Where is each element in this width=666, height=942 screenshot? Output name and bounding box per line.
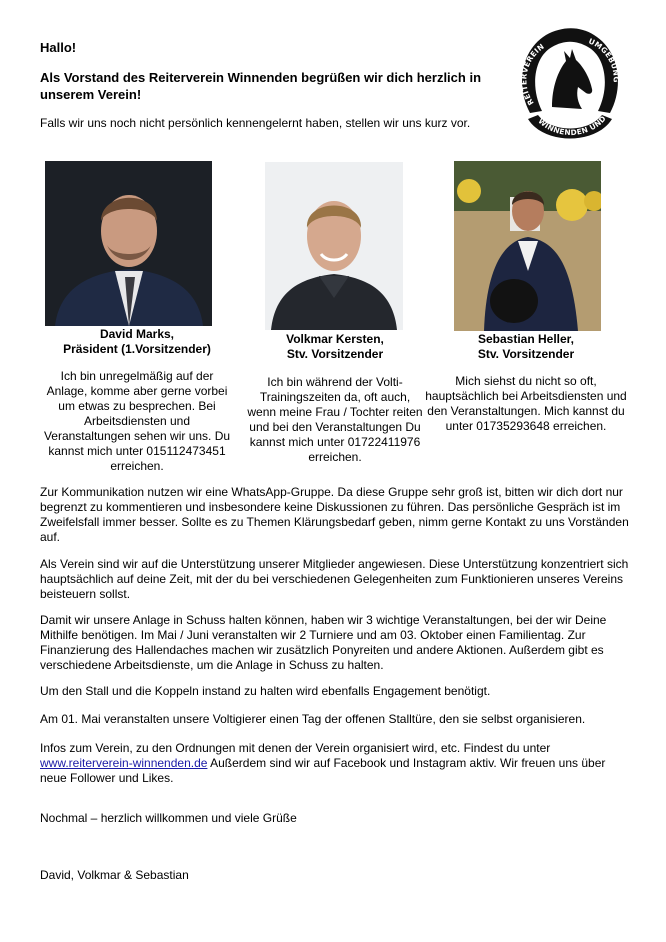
board-member-role: Präsident (1.Vorsitzender) bbox=[63, 342, 211, 356]
board-member-description: Ich bin unregelmäßig auf der Anlage, komme aber gerne vorbei um etwas zu besprechen. Bei Arbeitsdiensten und Veranstaltungen sehen wir uns. Du kannst mich unter 015112473451 erreichen. bbox=[43, 369, 231, 473]
paragraph-stable: Um den Stall und die Koppeln instand zu halten wird ebenfalls Engagement benötigt. bbox=[40, 684, 491, 698]
logo-text-right: UMGEBUNG bbox=[587, 36, 621, 83]
board-member-role: Stv. Vorsitzender bbox=[286, 347, 384, 361]
logo-text-bottom: WINNENDEN UND bbox=[536, 113, 608, 138]
intro-text: Falls wir uns noch nicht persönlich kennengelernt haben, stellen wir uns kurz vor. bbox=[40, 116, 471, 130]
closing-line: Nochmal – herzlich willkommen und viele Grüße bbox=[40, 811, 297, 825]
paragraph-info bbox=[40, 741, 630, 786]
board-member-name-line: Volkmar Kersten, bbox=[286, 332, 384, 346]
welcome-heading: Als Vorstand des Reiterverein Winnenden begrüßen wir dich herzlich in unserem Verein! bbox=[40, 70, 482, 102]
board-member-name bbox=[420, 332, 632, 362]
greeting: Hallo! bbox=[40, 40, 77, 55]
board-member-name-line: Sebastian Heller, bbox=[477, 332, 575, 346]
website-link[interactable]: www.reiterverein-winnenden.de bbox=[40, 756, 208, 770]
portrait-sebastian-heller bbox=[454, 161, 601, 331]
info-text-after: Außerdem sind wir auf Facebook und Instagram aktiv. Wir freuen uns über neue Follower und Likes. bbox=[40, 756, 606, 785]
board-member-name-line: David Marks, bbox=[99, 327, 175, 341]
paragraph-events: Damit wir unsere Anlage in Schuss halten können, haben wir 3 wichtige Veranstaltungen, bei der wir Deine Mithilfe benötigen. Im Mai / Juni veranstalten wir 2 Turniere und am 03. Oktober einen Familientag. Zur Finanzierung des Hallendaches machen wir zusätzlich Ponyreiten und andere Aktionen. Außerdem gibt es verschiedene Arbeitsdienste, um die Anlage in Schuss zu halten. bbox=[40, 613, 607, 672]
signature: David, Volkmar & Sebastian bbox=[40, 868, 189, 882]
paragraph-support: Als Verein sind wir auf die Unterstützung unserer Mitglieder angewiesen. Diese Unterstützung konzentriert sich hauptsächlich auf deine Zeit, mit der du bei verschiedenen Gelegenheiten zum Funktionieren unseres Vereins beisteuern sollst. bbox=[40, 557, 629, 601]
logo-text-left: REITERVEREIN bbox=[519, 41, 546, 107]
board-member-name bbox=[40, 327, 234, 357]
portrait-david-marks bbox=[45, 161, 212, 326]
board-member-description: Mich siehst du nicht so oft, hauptsächlich bei Arbeitsdiensten und den Veranstaltungen. Mich kannst du unter 01735293648 erreichen. bbox=[425, 374, 627, 433]
club-logo bbox=[514, 27, 626, 142]
paragraph-whatsapp: Zur Kommunikation nutzen wir eine WhatsApp-Gruppe. Da diese Gruppe sehr groß ist, bitten wir dich dort nur begrenzt zu kommentieren und insbesondere keine Diskussionen zu führen. Das persönliche Gespräch ist im Zweifelsfall immer besser. Sollte es zu Themen Klärungsbedarf geben, nimm gerne Kontakt zu uns Vorständen auf. bbox=[40, 485, 629, 544]
paragraph-open-day: Am 01. Mai veranstalten unsere Voltigierer einen Tag der offenen Stalltüre, den sie selbst organisieren. bbox=[40, 712, 586, 726]
portrait-volkmar-kersten bbox=[265, 162, 403, 330]
board-member-description: Ich bin während der Volti-Trainingszeiten da, oft auch, wenn meine Frau / Tochter reiten und bei den Veranstaltungen Du kannst mich unter 01722411976 erreichen. bbox=[247, 375, 423, 464]
info-text-before: Infos zum Verein, zu den Ordnungen mit denen der Verein organisiert wird, etc. Findest du unter bbox=[40, 741, 551, 755]
board-member-name bbox=[245, 332, 425, 362]
board-member-role: Stv. Vorsitzender bbox=[477, 347, 575, 361]
